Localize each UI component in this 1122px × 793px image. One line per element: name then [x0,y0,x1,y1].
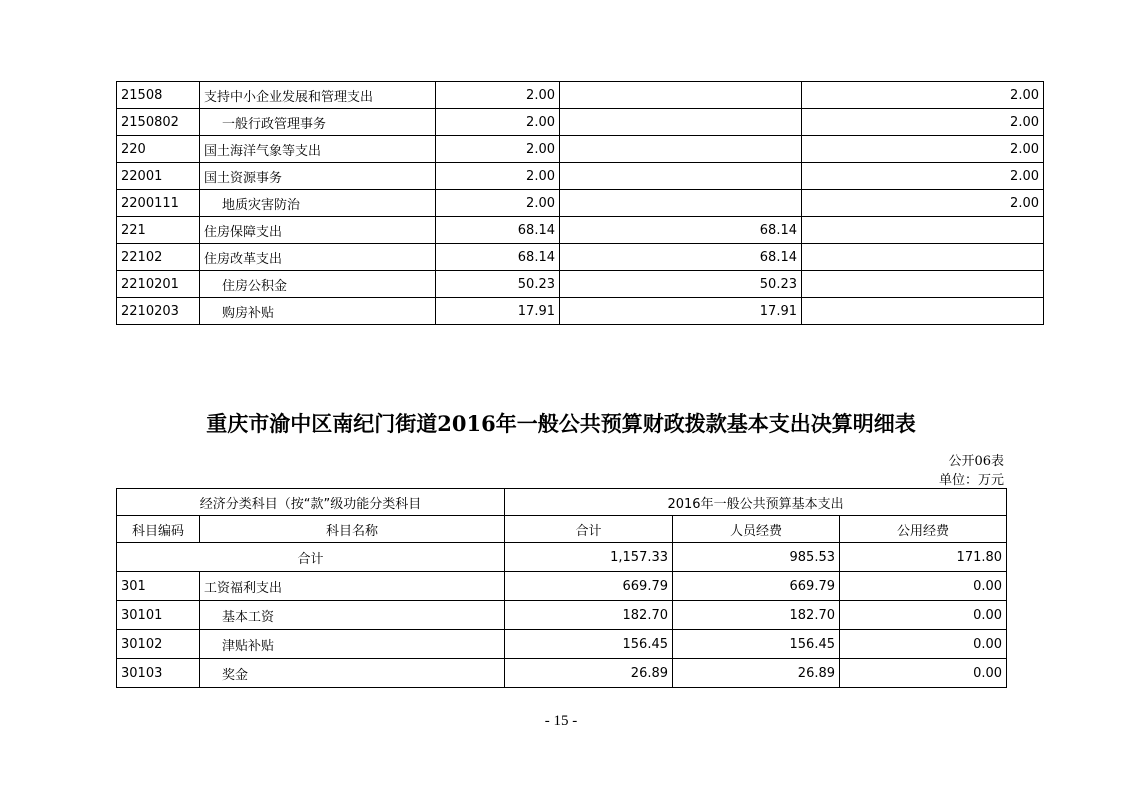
amount-personnel: 26.89 [673,659,840,688]
amount-total: 26.89 [505,659,673,688]
total-public: 171.80 [840,543,1007,572]
table-row [117,601,1007,630]
amount-project: 2.00 [802,82,1044,109]
amount-project: 2.00 [802,163,1044,190]
subject-name: 地质灾害防治 [200,190,436,217]
amount-project [802,244,1044,271]
amount-total: 156.45 [505,630,673,659]
column-header-name: 科目名称 [200,516,505,543]
subject-code: 30102 [117,630,200,659]
subject-name: 一般行政管理事务 [200,109,436,136]
amount-public: 0.00 [840,630,1007,659]
subject-name: 住房改革支出 [200,244,436,271]
amount-personnel: 156.45 [673,630,840,659]
amount-total: 2.00 [436,136,560,163]
column-header-code: 科目编码 [117,516,200,543]
table-row [117,630,1007,659]
amount-personnel: 182.70 [673,601,840,630]
amount-basic: 50.23 [560,271,802,298]
table-row [117,136,1044,163]
amount-basic [560,190,802,217]
subject-name: 支持中小企业发展和管理支出 [200,82,436,109]
subject-code: 2210203 [117,298,200,325]
subject-code: 22001 [117,163,200,190]
page-number: - 15 - [544,713,578,729]
column-header-personnel: 人员经费 [673,516,840,543]
subject-code: 2150802 [117,109,200,136]
subject-code: 301 [117,572,200,601]
amount-project [802,298,1044,325]
subject-name: 基本工资 [200,601,505,630]
subject-code: 221 [117,217,200,244]
amount-basic: 17.91 [560,298,802,325]
table-row [117,244,1044,271]
amount-total: 2.00 [436,163,560,190]
amount-project: 2.00 [802,109,1044,136]
subject-name: 住房公积金 [200,271,436,298]
subject-code: 21508 [117,82,200,109]
amount-total: 669.79 [505,572,673,601]
table-row [117,217,1044,244]
amount-total: 2.00 [436,109,560,136]
amount-total: 50.23 [436,271,560,298]
table-column-header-row [117,516,1007,543]
column-header-public: 公用经费 [840,516,1007,543]
amount-project [802,217,1044,244]
table-row [117,82,1044,109]
total-label: 合计 [117,543,505,572]
header-basic-expenditure: 2016年一般公共预算基本支出 [505,489,1007,516]
form-number: 公开06表 [948,454,1004,469]
table-row [117,298,1044,325]
unit-label: 单位：万元 [938,473,1004,488]
amount-total: 2.00 [436,190,560,217]
subject-name: 购房补贴 [200,298,436,325]
subject-name: 津贴补贴 [200,630,505,659]
amount-total: 17.91 [436,298,560,325]
subject-name: 国土海洋气象等支出 [200,136,436,163]
amount-basic: 68.14 [560,244,802,271]
amount-basic: 68.14 [560,217,802,244]
table-row [117,659,1007,688]
header-economic-classification: 经济分类科目（按“款”级功能分类科目 [117,489,505,516]
page-title: 重庆市渝中区南纪门街道2016年一般公共预算财政拨款基本支出决算明细表 [206,411,916,436]
amount-total: 2.00 [436,82,560,109]
amount-basic [560,82,802,109]
amount-basic [560,163,802,190]
amount-total: 68.14 [436,244,560,271]
subject-code: 22102 [117,244,200,271]
table-header-row [117,489,1007,516]
subject-code: 30101 [117,601,200,630]
amount-public: 0.00 [840,572,1007,601]
subject-name: 住房保障支出 [200,217,436,244]
total-amount: 1,157.33 [505,543,673,572]
subject-name: 奖金 [200,659,505,688]
amount-project: 2.00 [802,190,1044,217]
amount-project: 2.00 [802,136,1044,163]
column-header-total: 合计 [505,516,673,543]
subject-name: 国土资源事务 [200,163,436,190]
amount-public: 0.00 [840,601,1007,630]
table-row [117,572,1007,601]
amount-total: 68.14 [436,217,560,244]
amount-basic [560,109,802,136]
amount-project [802,271,1044,298]
subject-code: 220 [117,136,200,163]
expenditure-table-continued [116,81,1044,325]
subject-code: 2210201 [117,271,200,298]
total-row [117,543,1007,572]
subject-name: 工资福利支出 [200,572,505,601]
subject-code: 30103 [117,659,200,688]
amount-personnel: 669.79 [673,572,840,601]
table-row [117,190,1044,217]
amount-public: 0.00 [840,659,1007,688]
table-row [117,271,1044,298]
amount-total: 182.70 [505,601,673,630]
total-personnel: 985.53 [673,543,840,572]
table-row [117,109,1044,136]
subject-code: 2200111 [117,190,200,217]
amount-basic [560,136,802,163]
basic-expenditure-detail-table [116,488,1007,688]
table-row [117,163,1044,190]
